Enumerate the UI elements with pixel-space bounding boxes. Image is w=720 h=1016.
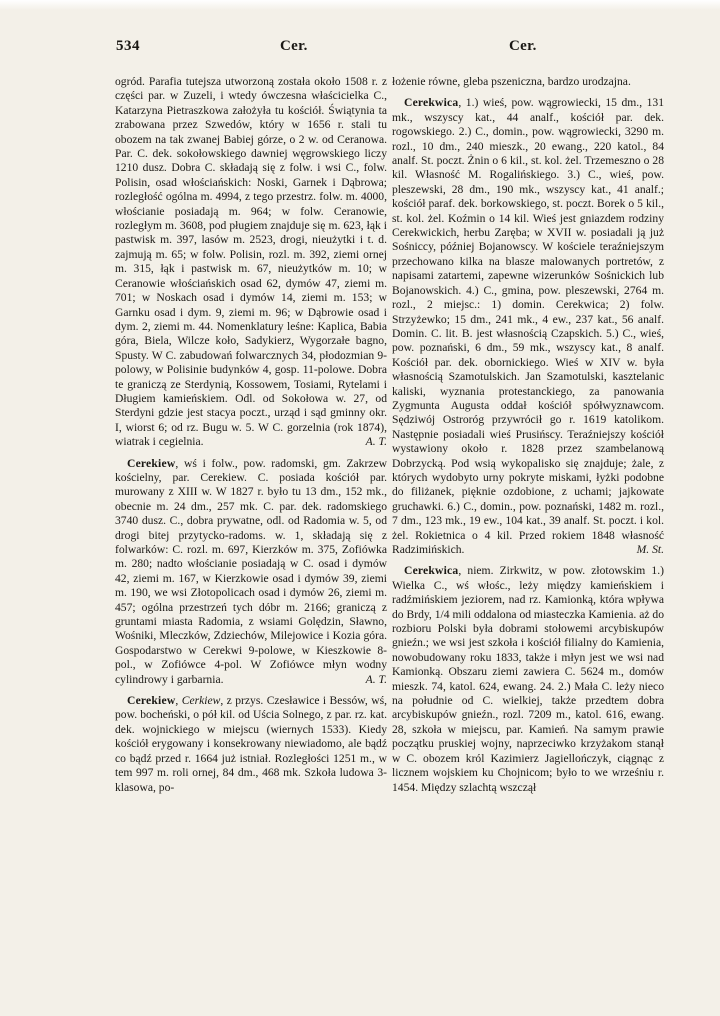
page-header (116, 38, 672, 58)
page-edge (0, 0, 720, 10)
entry-text: , z przys. Czesławice i Bessów, wś, pow. bocheński, o pół kil. od Uścia Solnego, z par. rz. kat. dek. wojnickiego w miejscu (wiernych 1533). Kiedy kościół erygowany i konsekrowany niewiadomo, ale bądź co bądź przed r. 1664 już istniał. Rozległości 1251 m., w tem 997 m. roli ornej, 84 dm., 468 mk. Szkoła ludowa 3-klasowa, po- (115, 694, 387, 794)
entry-headword: Cerekwica (404, 564, 459, 578)
entry-text: , wś i folw., pow. radomski, gm. Zakrzew kościelny, par. Cerekiew. C. posiada kościół par. murowany z XIII w. W 1827 r. było tu 13 dm., 152 mk., obecnie m. 24 dm., 257 mk. C. par. dek. radomskiego 3740 dusz. C., dobra prywatne, odl. od Radomia w. 5, od drogi bitej przytycko-radoms. w. 1, składają się z folwarków: C. rozl. m. 697, Kierzków m. 375, Zofiówka m. 280; nadto włościanie posiadają w C. osad i dymów 42, ziemi m. 167, w Kierzkowie osad i dymów 39, ziemi m. 190, we wsi Złotopolicach osad i dymów 26, ziemi m. 457; ogólna przestrzeń tych dóbr m. 2166; graniczą z gruntami miasta Radomia, z wsiami Golędzin, Sławno, Wośniki, Mleczków, Zdziechów, Milejowice i Kozia góra. Gospodarstwo w Cerekwi 9-polowe, w Kieszkowie 8-pol., w Zofiówce 4-pol. W Zofiówce młyn wodny cylindrowy i garbarnia. (115, 456, 387, 686)
running-head-right: Cer. (509, 38, 537, 54)
entry-cerekwica-zirkwitz (392, 564, 664, 795)
entry-text: , 1.) wieś, pow. wągrowiecki, 15 dm., 131 mk., wszyscy kat., 44 analf., kościół par. dek. rogowskiego. 2.) C., domin., pow. wągrowiecki, 3290 m. rozl., 10 dm., 240 mieszk., 20 ewang., 220 katol., 84 analf. St. poczt. Żnin o 6 kil., st. kol. żel. Trzemeszno o 28 kil. Własność M. Rogalińskiego. 3.) C., wieś, pow. pleszewski, 28 dm., 190 mk., wszyscy kat., 41 analf.; kościół paraf. dek. borkowskiego, st. poczt. Borek o 5 kil., st. kol. żel. Koźmin o 14 kil. Wieś jest gniazdem rodziny Cerekwickich, herbu Zaręba; w XVII w. posiadali ją już Sośniccy, później Bojanowscy. W kościele teraźniejszym przechowano kilka na blasze malowanych portretów, z napisami zatartemi, zapewne wizerunków Sośnickich lub Bojanowskich. 4.) C., gmina, pow. pleszewski, 2764 m. rozl., 2 miejsc.: 1) domin. Cerekwica; 2) folw. Strzyżewko; 15 dm., 241 mk., 4 ew., 237 kat., 56 analf. Domin. C. lit. B. jest własnością Czapskich. 5.) C., wieś, pow. poznański, 6 dm., 59 mk., wszyscy kat., 8 analf. Kościół par. dek. obornickiego. Wieś w XIV w. była własnością Szamotulskich. Jan Szamotulski, kasztelanic kaliski, wyznania protestanckiego, za panowania Zygmunta Augusta oddał kościół spółwyznawcom. Sędziwój Ostroróg przywrócił go r. 1619 katolikom. Następnie posiadali wieś Prusińscy. Teraźniejszy kościół wystawiony około r. 1828 przez szambelanową Dobrzycką. Pod wsią wykopalisko się znajduje; żale, z których wydobyto urny pokryte miskami, łyżki podobne do filiżanek, pięknie ozdobione, z uchami; jajkowate gruchawki. 6.) C., domin., pow. poznański, 1482 m. rozl., 7 dm., 123 mk., 19 ew., 104 kat., 39 analf. St. poczt. i kol. żel. Rokietnica o 4 kil. Przed rokiem 1848 własność Radzimińskich. (392, 96, 664, 556)
running-head-left: Cer. (280, 38, 308, 54)
entry-cerekwica (392, 96, 664, 557)
author-signature: A. T. (365, 435, 387, 449)
entry-headword: Cerekwica (404, 96, 459, 110)
right-column (392, 75, 664, 795)
entry-cerekiew-radomski (115, 457, 387, 688)
continued-entry: ogród. Parafia tutejsza utworzoną została około 1508 r. z części par. w Zuzeli, i wtedy ówczesna właścicielka C., Katarzyna Pietraszkowa założyła tu kościół. Świątynia ta zrabowana przez Szwedów, który w 1656 r. stali tu obozem na tak zwanej Babiej górze, o 2 w. od Ceranowa. Par. C. dek. sokołowskiego dawniej węgrowskiego liczy 1210 dusz. Dobra C. składają się z folw. i wsi C., folw. Polisin, osad włościańskich: Noski, Garnek i Dąbrowa; rozległość ogólna m. 4994, z tego przestrz. folw. m. 4000, włościanie posiadają m. 964; w folw. Ceranowie, rozległym m. 3608, pod pługiem znajduje się m. 623, łąk i pastwisk m. 397, lasów m. 2523, drogi, nieużytki i t. d. zajmują m. 65; w folw. Polisin, rozl. m. 392, ziemi ornej m. 315, łąk i pastwisk m. 67, nieużytków m. 10; w Ceranowie włościańskich osad 62, dymów 47, ziemi m. 701; w Noskach osad i dymów 14, ziemi m. 153; w Garnku osad i dym. 9, ziemi m. 96; w Dąbrowie osad i dym. 2, ziemi m. 44. Nomenklatury leśne: Kaplica, Babia góra, Biela, Wilcze koło, Sadykierz, Wygorzałe bagno, Spusty. W C. zabudowań folwarcznych 34, płodozmian 9-polowy, w Polisinie budynków 4, gosp. 11-polowe. Dobra te graniczą ze Sterdynią, Kossowem, Tosiami, Rytelami i Długiem kamieńskiem. Odl. od Sokołowa w. 27, od Sterdyni gdzie jest stacya poczt., urząd i sąd gminny okr. I, wiorst 6; od rz. Bugu w. 5. W C. gorzelnia (rok 1874), wiatrak i cegielnia. A. T. (115, 75, 387, 449)
left-column (115, 75, 387, 795)
author-signature: A. T. (365, 672, 387, 686)
entry-cerekiew-bochenski: Cerekiew, Cerkiew, z przys. Czesławice i Bessów, wś, pow. bocheński, o pół kil. od Uścia Solnego, z par. rz. kat. dek. wojnickiego w miejscu (wiernych 1533). Kiedy kościół erygowany i konsekrowany niewiadomo, ale bądź co bądź przed r. 1664 już istniał. Rozległości 1251 m., w tem 997 m. roli ornej, 84 dm., 468 mk. Szkoła ludowa 3-klasowa, po- (115, 694, 387, 794)
page-number: 534 (116, 38, 140, 54)
entry-headword: Cerekiew (127, 694, 176, 708)
entry-headword: Cerekiew (127, 456, 176, 470)
entry-text: , niem. Zirkwitz, w pow. złotowskim 1.) Wielka C., wś włośc., leży między kamieńskiem i radźmińskiem jeziorem, nad rz. Kamionką, która wpływa do Brdy, 1/4 mili oddalona od miasteczka Kamienia. aż do rozbioru Polski była dobrami stołowemi arcybiskupów gnieźn.; we wsi jest szkoła i kościół filialny do Kamienia, nowobudowany roku 1833, także i młyn jest we wsi nad Kamionką. Obszaru ziemi zawiera C. 5624 m., domów mieszk. 74, katol. 624, ewang. 24. 2.) Mała C. leży nieco na południe od C. wielkiej, także przedtem dobra arcybiskupów gnieźn., rozl. 7209 m., katol. 616, ewang. 28, szkoła w miejscu, par. Kamień. Na samym prawie początku pruskiej wojny, naprzeciwko krzyżakom stanął w C. obozem król Kazimierz Jagiellończyk, ciągnąc z licznem wojskiem ku Chojnicom; było to we wrześniu r. 1454. Między szlachtą wszczął (392, 564, 664, 794)
author-signature: M. St. (636, 543, 664, 556)
entry-variant: Cerkiew (181, 694, 221, 708)
continued-entry: łożenie równe, gleba pszeniczna, bardzo urodzajna. (392, 75, 631, 88)
